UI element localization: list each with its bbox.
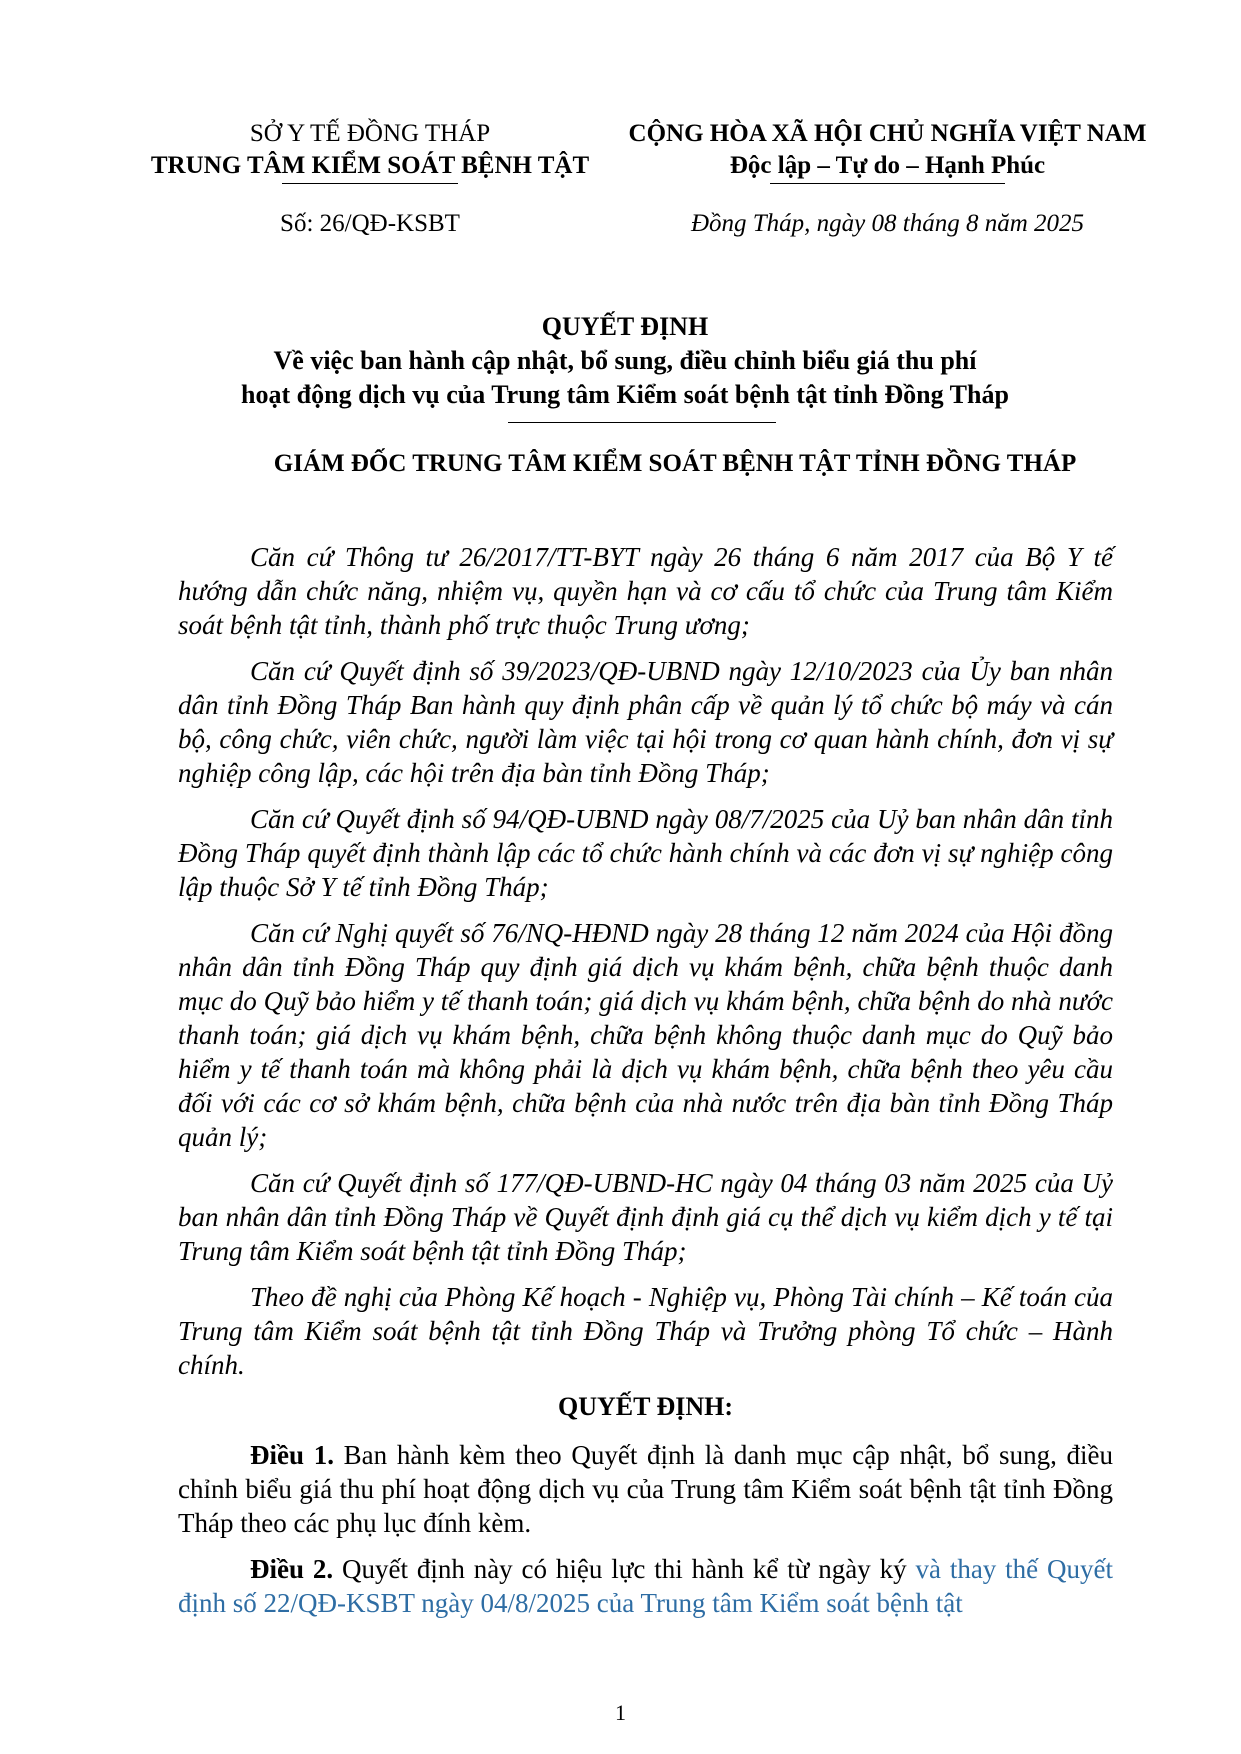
basis-4: Căn cứ Nghị quyết số 76/NQ-HĐND ngày 28 tháng 12 năm 2024 của Hội đồng nhân dân tỉnh Đồng Tháp quy định giá dịch vụ khám bệnh, chữa bệnh thuộc danh mục do Quỹ bảo hiểm y tế thanh toán; giá dịch vụ khám bệnh, chữa bệnh do nhà nước thanh toán; giá dịch vụ khám bệnh, chữa bệnh không thuộc danh mục do Quỹ bảo hiểm y tế thanh toán mà không phải là dịch vụ khám bệnh, chữa bệnh theo yêu cầu đối với các cơ sở khám bệnh, chữa bệnh của nhà nước trên địa bàn tỉnh Đồng Tháp quản lý; <box>178 918 1113 1152</box>
article-2-replacement-link: và thay thế Quyết định số 22/QĐ-KSBT ngày 04/8/2025 của Trung tâm Kiểm soát bệnh tật <box>178 1554 1113 1618</box>
basis-3: Căn cứ Quyết định số 94/QĐ-UBND ngày 08/7/2025 của Uỷ ban nhân dân tỉnh Đồng Tháp quyết định thành lập các tổ chức hành chính và các đơn vị sự nghiệp công lập thuộc Sở Y tế tỉnh Đồng Tháp; <box>178 804 1113 902</box>
basis-2: Căn cứ Quyết định số 39/2023/QĐ-UBND ngày 12/10/2023 của Ủy ban nhân dân tỉnh Đồng Tháp Ban hành quy định phân cấp về quản lý tổ chức bộ máy và cán bộ, công chức, viên chức, người làm việc tại hội trong cơ quan hành chính, đơn vị sự nghiệp công lập, các hội trên địa bàn tỉnh Đồng Tháp; <box>178 656 1113 788</box>
place-date: Đồng Tháp, ngày 08 tháng 8 năm 2025 <box>690 210 1085 237</box>
articles <box>178 1438 1113 1632</box>
agency-name: TRUNG TÂM KIỂM SOÁT BỆNH TẬT <box>150 152 590 179</box>
decision-heading: QUYẾT ĐỊNH: <box>557 1392 734 1421</box>
article-1 <box>178 1438 1113 1540</box>
article-1-label: Điều 1. <box>250 1440 334 1470</box>
legal-bases <box>178 540 1113 1394</box>
article-2-label: Điều 2. <box>250 1554 334 1584</box>
nation-name: CỘNG HÒA XÃ HỘI CHỦ NGHĨA VIỆT NAM <box>628 120 1147 147</box>
agency-parent: SỞ Y TẾ ĐỒNG THÁP <box>249 120 491 147</box>
article-2-text: Quyết định này có hiệu lực thi hành kể từ ngày ký <box>333 1554 916 1584</box>
agency-underline <box>282 183 458 184</box>
nation-header <box>620 118 1155 182</box>
agency-header <box>120 118 620 182</box>
motto-underline <box>770 183 1005 184</box>
document-number: Số: 26/QĐ-KSBT <box>280 210 460 237</box>
subject-line-2: hoạt động dịch vụ của Trung tâm Kiểm soát bệnh tật tỉnh Đồng Tháp <box>241 380 1009 409</box>
page-number: 1 <box>615 1700 626 1725</box>
title-heading: QUYẾT ĐỊNH <box>541 312 709 341</box>
subject-line-1: Về việc ban hành cập nhật, bổ sung, điều chỉnh biểu giá thu phí <box>273 346 977 375</box>
basis-1: Căn cứ Thông tư 26/2017/TT-BYT ngày 26 tháng 6 năm 2017 của Bộ Y tế hướng dẫn chức năng, nhiệm vụ, quyền hạn và cơ cấu tổ chức của Trung tâm Kiểm soát bệnh tật tỉnh, thành phố trực thuộc Trung ương; <box>178 542 1113 640</box>
document-title <box>150 310 1100 412</box>
title-underline <box>508 422 776 423</box>
article-2 <box>178 1552 1113 1620</box>
issuing-authority: GIÁM ĐỐC TRUNG TÂM KIỂM SOÁT BỆNH TẬT TỈNH ĐỒNG THÁP <box>273 450 1077 477</box>
basis-5: Căn cứ Quyết định số 177/QĐ-UBND-HC ngày 04 tháng 03 năm 2025 của Uỷ ban nhân dân tỉnh Đồng Tháp về Quyết định định giá cụ thể dịch vụ kiểm dịch y tế tại Trung tâm Kiểm soát bệnh tật tỉnh Đồng Tháp; <box>178 1168 1113 1266</box>
basis-proposal: Theo đề nghị của Phòng Kế hoạch - Nghiệp vụ, Phòng Tài chính – Kế toán của Trung tâm Kiểm soát bệnh tật tỉnh Đồng Tháp và Trưởng phòng Tổ chức – Hành chính. <box>178 1282 1113 1380</box>
motto: Độc lập – Tự do – Hạnh Phúc <box>729 152 1046 179</box>
article-1-text: Ban hành kèm theo Quyết định là danh mục cập nhật, bổ sung, điều chỉnh biểu giá thu phí hoạt động dịch vụ của Trung tâm Kiểm soát bệnh tật tỉnh Đồng Tháp theo các phụ lục đính kèm. <box>178 1440 1113 1538</box>
